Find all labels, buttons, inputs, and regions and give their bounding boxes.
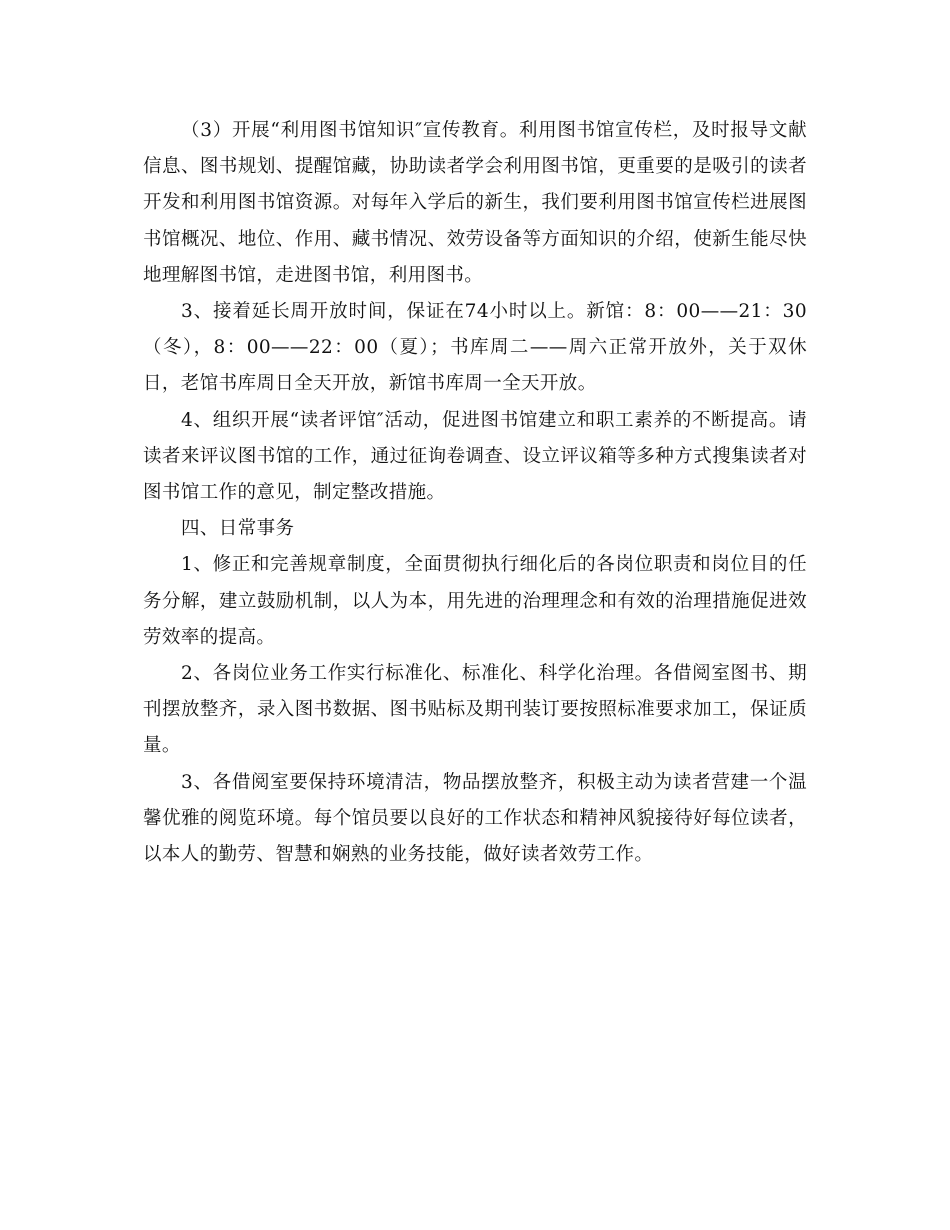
paragraph-regulations: 1、修正和完善规章制度，全面贯彻执行细化后的各岗位职责和岗位目的任务分解，建立鼓励机制，以人为本，用先进的治理理念和有效的治理措施促进效劳效率的提高。 <box>143 554 807 648</box>
paragraph-reader-evaluation: 4、组织开展“读者评馆″活动，促进图书馆建立和职工素养的不断提高。请读者来评议图书馆的工作，通过征询卷调查、设立评议箱等多种方式搜集读者对图书馆工作的意见，制定整改措施。 <box>143 409 807 504</box>
section-heading-daily-affairs: 四、日常事务 <box>181 518 295 540</box>
paragraph-opening-hours: 3、接着延长周开放时间，保证在74小时以上。新馆：8：00——21：30（冬），8：00——22：00（夏）；书库周二——周六正常开放外，关于双休日，老馆书库周日全天开放，新馆书库周一全天开放。 <box>143 301 807 395</box>
paragraph-publicity-education: （3）开展“利用图书馆知识″宣传教育。利用图书馆宣传栏，及时报导文献信息、图书规划、提醒馆藏，协助读者学会利用图书馆，更重要的是吸引的读者开发和利用图书馆资源。对每年入学后的新生，我们要利用图书馆宣传栏进展图书馆概况、地位、作用、藏书情况、效劳设备等方面知识的介绍，使新生能尽快地理解图书馆，走进图书馆，利用图书。 <box>143 120 807 286</box>
paragraph-environment: 3、各借阅室要保持环境清洁，物品摆放整齐，积极主动为读者营建一个温馨优雅的阅览环境。每个馆员要以良好的工作状态和精神风貌接待好每位读者，以本人的勤劳、智慧和娴熟的业务技能，做好读者效劳工作。 <box>143 771 807 866</box>
document-body <box>143 113 807 873</box>
paragraph-standardization: 2、各岗位业务工作实行标准化、标准化、科学化治理。各借阅室图书、期刊摆放整齐，录入图书数据、图书贴标及期刊装订要按照标准要求加工，保证质量。 <box>143 663 807 757</box>
